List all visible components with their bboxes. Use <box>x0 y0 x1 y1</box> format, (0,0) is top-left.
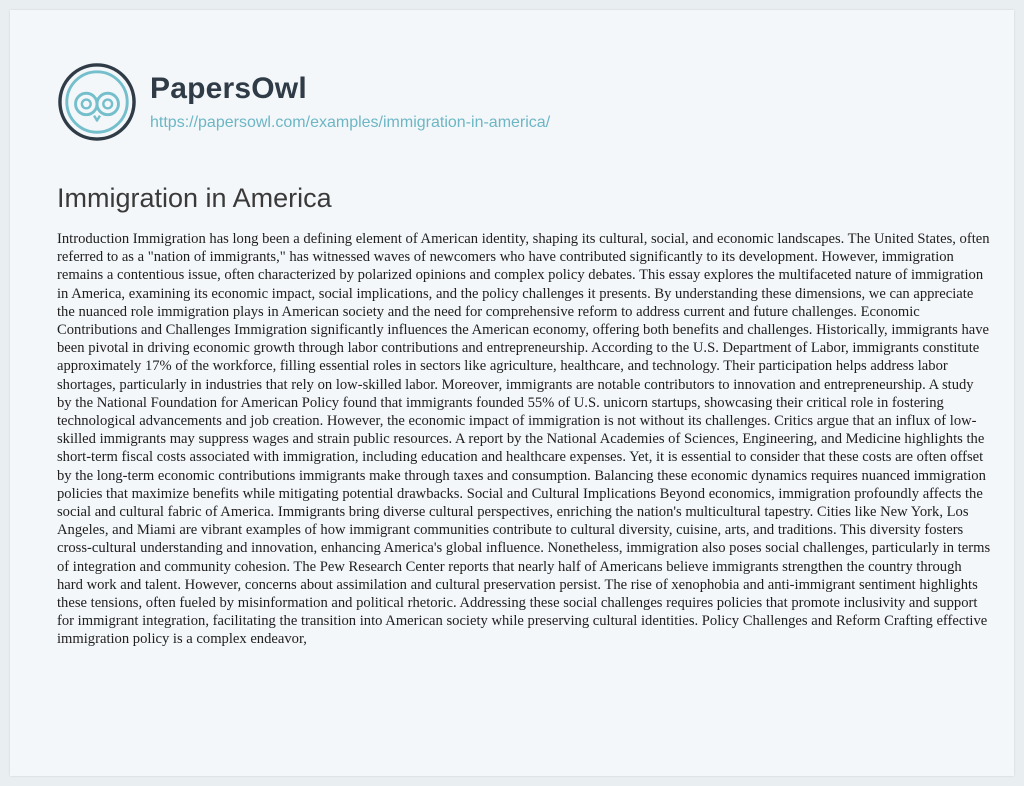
essay-title: Immigration in America <box>57 183 332 213</box>
source-url-link[interactable]: https://papersowl.com/examples/immigration-in-america/ <box>150 114 551 131</box>
essay-body: Introduction Immigration has long been a defining element of American identity, shaping its cultural, social, and economic landscapes. The United States, often referred to as a "nation of immigrants," has witnessed waves of newcomers who have contributed significantly to its development. However, immigration remains a contentious issue, often characterized by polarized opinions and complex policy debates. This essay explores the multifaceted nature of immigration in America, examining its economic impact, social implications, and the policy challenges it presents. By understanding these dimensions, we can appreciate the nuanced role immigration plays in American society and the need for comprehensive reform to address current and future challenges. Economic Contributions and Challenges Immigration significantly influences the American economy, offering both benefits and challenges. Historically, immigrants have been pivotal in driving economic growth through labor contributions and entrepreneurship. According to the U.S. Department of Labor, immigrants constitute approximately 17% of the workforce, filling essential roles in sectors like agriculture, healthcare, and technology. Their participation helps address labor shortages, particularly in industries that rely on low-skilled labor. Moreover, immigrants are notable contributors to innovation and entrepreneurship. A study by the National Foundation for American Policy found that immigrants founded 55% of U.S. unicorn startups, showcasing their critical role in fostering technological advancements and job creation. However, the economic impact of immigration is not without its challenges. Critics argue that an influx of low-skilled immigrants may suppress wages and strain public resources. A report by the National Academies of Sciences, Engineering, and Medicine highlights the short-term fiscal costs associated with immigration, including education and healthcare expenses. Yet, it is essential to consider that these costs are often offset by the long-term economic contributions immigrants make through taxes and consumption. Balancing these economic dynamics requires nuanced immigration policies that maximize benefits while mitigating potential drawbacks. Social and Cultural Implications Beyond economics, immigration profoundly affects the social and cultural fabric of America. Immigrants bring diverse cultural perspectives, enriching the nation's multicultural tapestry. Cities like New York, Los Angeles, and Miami are vibrant examples of how immigrant communities contribute to cultural diversity, cuisine, arts, and traditions. This diversity fosters cross-cultural understanding and innovation, enhancing America's global influence. Nonetheless, immigration also poses social challenges, particularly in terms of integration and community cohesion. The Pew Research Center reports that nearly half of Americans believe immigrants strengthen the country through hard work and talent. However, concerns about assimilation and cultural preservation persist. The rise of xenophobia and anti-immigrant sentiment highlights these tensions, often fueled by misinformation and political rhetoric. Addressing these social challenges requires policies that promote inclusivity and support for immigrant integration, facilitating the transition into American society while preserving cultural identities. Policy Challenges and Reform Crafting effective immigration policy is a complex endeavor, <box>57 231 991 648</box>
site-header <box>58 58 550 146</box>
brand-block <box>150 71 550 133</box>
brand-name: PapersOwl <box>150 72 307 105</box>
owl-eyes-icon <box>58 63 136 141</box>
document-page <box>10 10 1014 776</box>
